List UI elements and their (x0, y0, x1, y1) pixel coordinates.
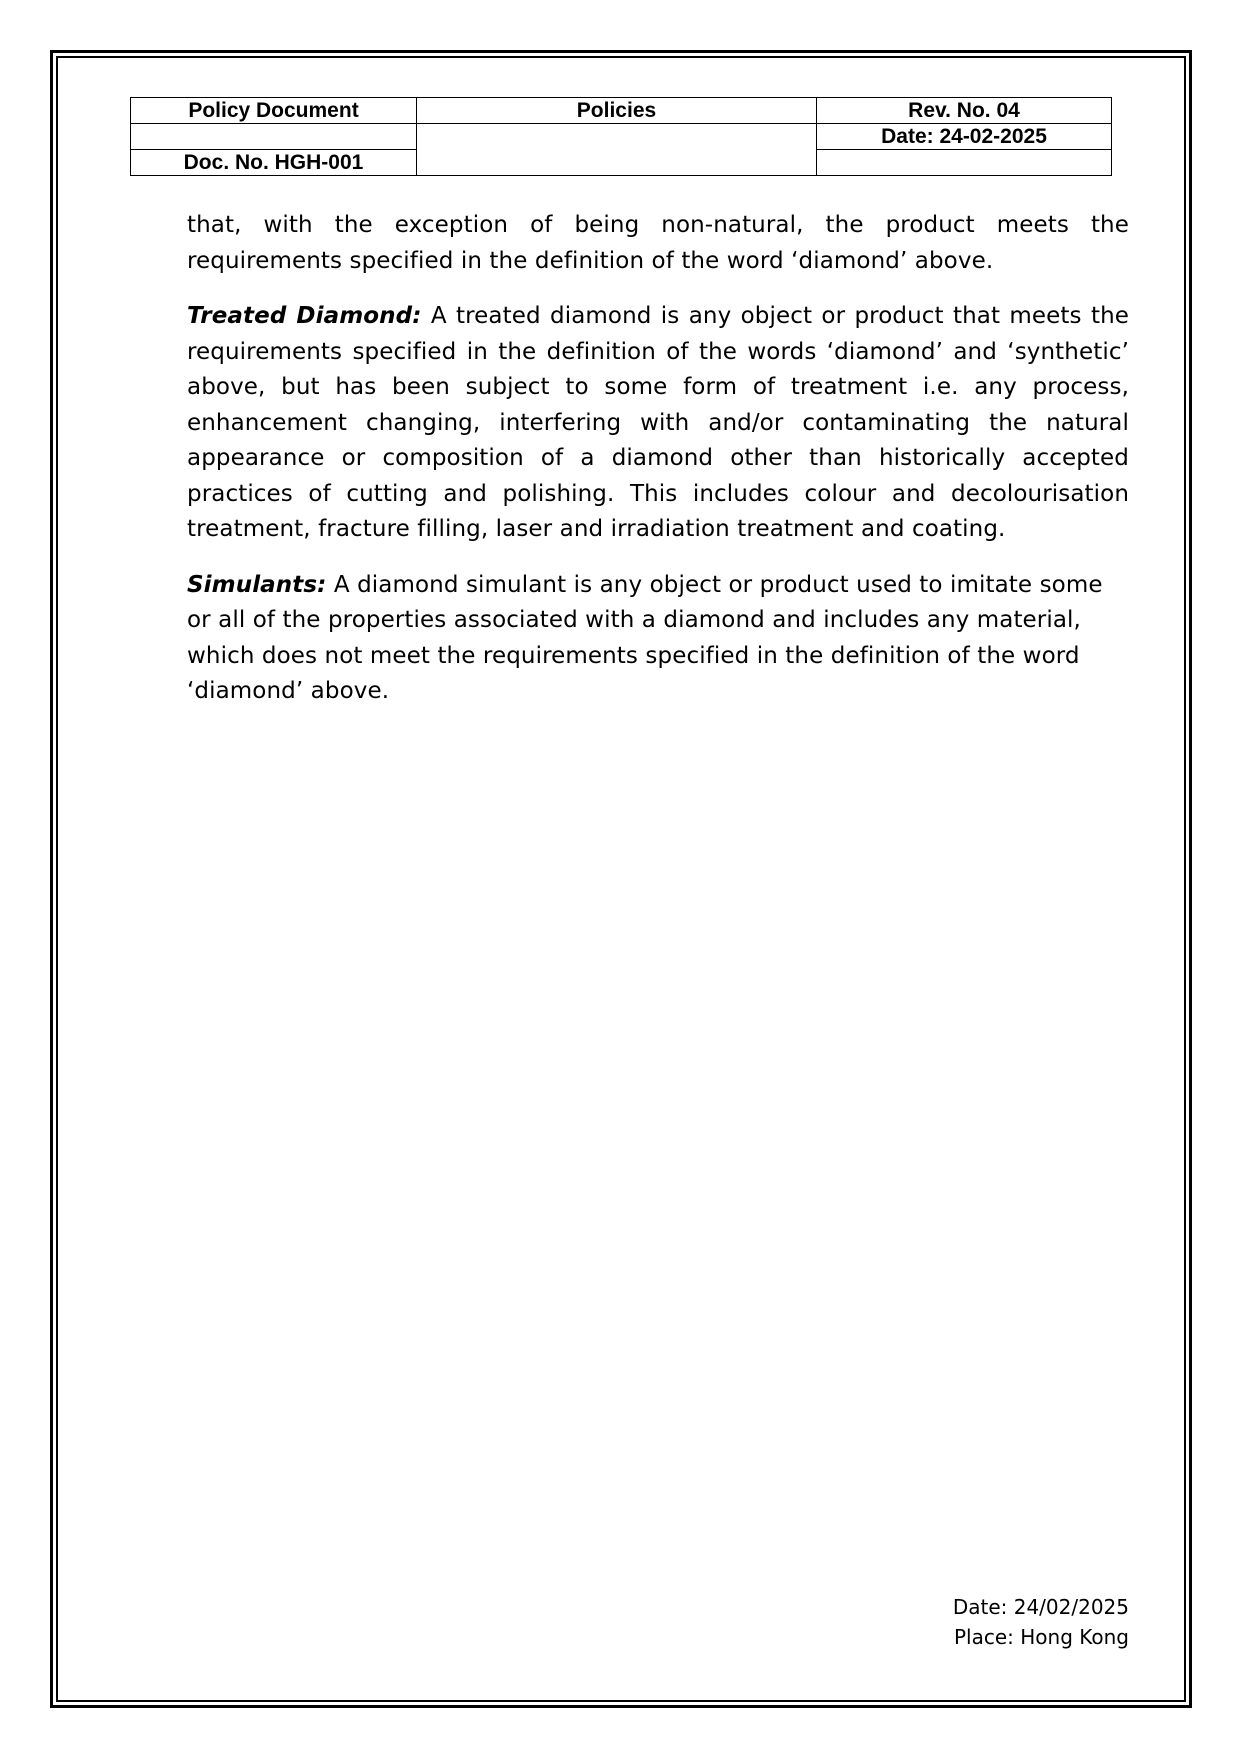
treated-diamond-definition: A treated diamond is any object or product that meets the requirements specified in the definition of the words ‘diamond’ and ‘synthetic’ above, but has been subject to some form of treatment i.e. any process, enhancement changing, interfering with and/or contaminating the natural appearance or composition of a diamond other than historically accepted practices of cutting and polishing. This includes colour and decolourisation treatment, fracture filling, laser and irradiation treatment and coating. (187, 303, 1129, 542)
header-title: Policy Document (131, 98, 417, 124)
document-header-table (130, 97, 1112, 176)
simulants-definition: A diamond simulant is any object or product used to imitate some or all of the properties associated with a diamond and includes any material, which does not meet the requirements specified in the definition of the word ‘diamond’ above. (187, 571, 1103, 704)
header-doc-no: Doc. No. HGH-001 (131, 150, 417, 176)
header-empty-cell (817, 150, 1112, 176)
header-revision: Rev. No. 04 (817, 98, 1112, 124)
treated-diamond-paragraph (187, 299, 1129, 548)
header-row-2 (131, 124, 1112, 150)
header-row-1 (131, 98, 1112, 124)
continuation-paragraph: that, with the exception of being non-natural, the product meets the requirements specified in the definition of the word ‘diamond’ above. (187, 212, 1129, 274)
header-category: Policies (417, 98, 817, 124)
footer-place: Place: Hong Kong (954, 1625, 1129, 1649)
simulants-paragraph (187, 568, 1129, 710)
header-date: Date: 24-02-2025 (817, 124, 1112, 150)
footer-date: Date: 24/02/2025 (952, 1595, 1129, 1619)
header-merged-cell (417, 124, 817, 176)
treated-diamond-term: Treated Diamond: (187, 303, 422, 329)
simulants-term: Simulants: (187, 571, 327, 598)
document-body (187, 208, 1129, 730)
document-footer (953, 1592, 1129, 1652)
header-empty-cell (131, 124, 417, 150)
